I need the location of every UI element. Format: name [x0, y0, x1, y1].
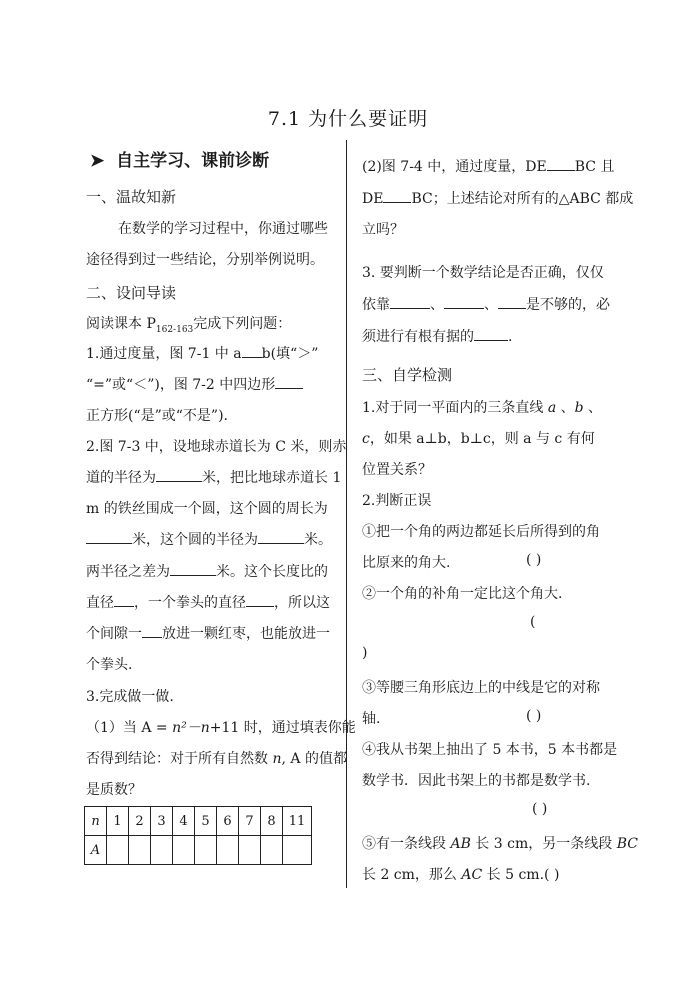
answer-paren[interactable]: ( ) — [526, 552, 542, 568]
table-cell: 6 — [217, 807, 239, 836]
table-cell[interactable] — [195, 836, 217, 865]
table-cell: 8 — [261, 807, 283, 836]
blank[interactable] — [114, 594, 134, 607]
blank[interactable] — [547, 158, 575, 171]
q2-line-2: 道的半径为 米，把比地球赤道长 1 — [86, 470, 342, 486]
blank[interactable] — [390, 296, 430, 309]
table-cell[interactable] — [129, 836, 151, 865]
blank[interactable] — [275, 376, 303, 389]
blank[interactable] — [444, 296, 484, 309]
p2-line-3: 立吗？ — [362, 222, 404, 238]
table-cell: 7 — [239, 807, 261, 836]
table-cell: 2 — [129, 807, 151, 836]
s5-line-2: 长 2 cm，那么 AC 长 5 cm.( ) — [362, 867, 560, 883]
q1-line-2: “=”或“＜”)，图 7-2 中四边形 — [86, 374, 303, 394]
blank[interactable] — [246, 594, 274, 607]
reading-instruction: 阅读课本 $P_{162-163}$完成下列问题： — [86, 316, 292, 335]
q3-line-2: 否得到结论：对于所有自然数 n, A 的值都 — [86, 751, 347, 767]
q3-line-3: 是质数？ — [86, 782, 142, 798]
q2-line-3: m 的铁丝围成一个圆，这个圆的周长为 — [86, 501, 328, 517]
q2-line-5: 两半径之差为 米。这个长度比的 — [86, 564, 328, 580]
sec-self-check: 三、自学检测 — [362, 366, 453, 384]
table-cell: n — [85, 807, 107, 836]
table-cell[interactable] — [173, 836, 195, 865]
table-cell[interactable] — [217, 836, 239, 865]
blank[interactable] — [474, 328, 508, 341]
table-row — [85, 836, 312, 865]
table-cell[interactable] — [107, 836, 129, 865]
c1-line-2: c，如果 a⊥b，b⊥c，则 a 与 c 有何 — [362, 431, 595, 447]
q2-line-8: 个拳头. — [86, 657, 133, 673]
table-cell[interactable] — [283, 836, 312, 865]
blank[interactable] — [498, 296, 526, 309]
p2-line-1: (2)图 7-4 中，通过度量，DE BC 且 — [362, 159, 615, 175]
q1-line-3: 正方形(“是”或“不是”). — [86, 408, 229, 424]
fill-table — [84, 806, 312, 865]
table-cell: 11 — [283, 807, 312, 836]
p3-line-3: 须进行有根有据的 . — [362, 329, 513, 345]
sec-review: 一、温故知新 — [86, 188, 177, 206]
q2-line-7: 个间隙一 放进一颗红枣，也能放进一 — [86, 626, 330, 642]
table-cell: 4 — [173, 807, 195, 836]
table-cell[interactable] — [151, 836, 173, 865]
q3-title: 3.完成做一做. — [86, 689, 174, 705]
table-cell[interactable] — [239, 836, 261, 865]
table-cell: 5 — [195, 807, 217, 836]
q3-line-1: （1）当 A = n²－n+11 时，通过填表你能 — [86, 720, 356, 736]
table-cell[interactable] — [261, 836, 283, 865]
s4-line-1: ④我从书架上抽出了 5 本书，5 本书都是 — [362, 742, 618, 758]
blank[interactable] — [142, 625, 162, 638]
answer-paren[interactable]: ( ) — [532, 801, 548, 817]
blank[interactable] — [156, 469, 202, 482]
heading-text: 自主学习、课前诊断 — [116, 151, 270, 171]
q1-line-1: 1.通过度量，图 7-1 中 a b(填“＞” — [86, 346, 319, 362]
answer-paren-open[interactable]: ( — [530, 614, 536, 630]
p2-line-2: DE BC；上述结论对所有的△ABC 都成 — [362, 191, 634, 207]
s1-line-1: ①把一个角的两边都延长后所得到的角 — [362, 524, 600, 540]
blank[interactable] — [86, 531, 132, 544]
page-title: 7.1 为什么要证明 — [267, 108, 429, 130]
s4-line-2: 数学书．因此书架上的书都是数学书. — [362, 773, 591, 789]
s2-line: ②一个角的补角一定比这个角大. — [362, 586, 563, 602]
q2-line-6: 直径 ，一个拳头的直径 ，所以这 — [86, 595, 330, 611]
table-row — [85, 807, 312, 836]
c1-line-3: 位置关系？ — [362, 462, 432, 478]
q2-line-1: 2.图 7-3 中，设地球赤道长为 C 米，则赤 — [86, 439, 347, 455]
sec-guided-reading: 二、设问导读 — [86, 284, 177, 302]
intro-line-2: 途径得到过一些结论，分别举例说明。 — [86, 252, 324, 268]
s3-line-2: 轴. — [362, 711, 381, 727]
column-divider — [346, 140, 347, 888]
table-cell: 3 — [151, 807, 173, 836]
arrow-bullet-icon: ➤ — [90, 151, 105, 171]
answer-paren-close[interactable]: ) — [362, 645, 368, 661]
section-heading — [90, 146, 269, 171]
table-cell: A — [85, 836, 107, 865]
answer-paren[interactable]: ( ) — [526, 708, 542, 724]
s1-line-2: 比原来的角大. — [362, 555, 451, 571]
table-cell: 1 — [107, 807, 129, 836]
intro-line-1: 在数学的学习过程中，你通过哪些 — [118, 221, 328, 237]
blank[interactable] — [258, 531, 304, 544]
blank[interactable] — [383, 190, 411, 203]
q2-line-4: 米，这个圆的半径为 米。 — [86, 529, 332, 549]
c1-line-1: 1.对于同一平面内的三条直线 a 、b 、 — [362, 400, 603, 416]
p3-line-2: 依靠 、 、 是不够的，必 — [362, 297, 610, 313]
c2-title: 2.判断正误 — [362, 493, 432, 509]
p3-line-1: 3. 要判断一个数学结论是否正确，仅仅 — [362, 265, 604, 281]
s5-line-1: ⑤有一条线段 AB 长 3 cm，另一条线段 BC — [362, 836, 638, 852]
s3-line-1: ③等腰三角形底边上的中线是它的对称 — [362, 680, 600, 696]
blank[interactable] — [170, 563, 216, 576]
blank[interactable] — [242, 345, 262, 358]
